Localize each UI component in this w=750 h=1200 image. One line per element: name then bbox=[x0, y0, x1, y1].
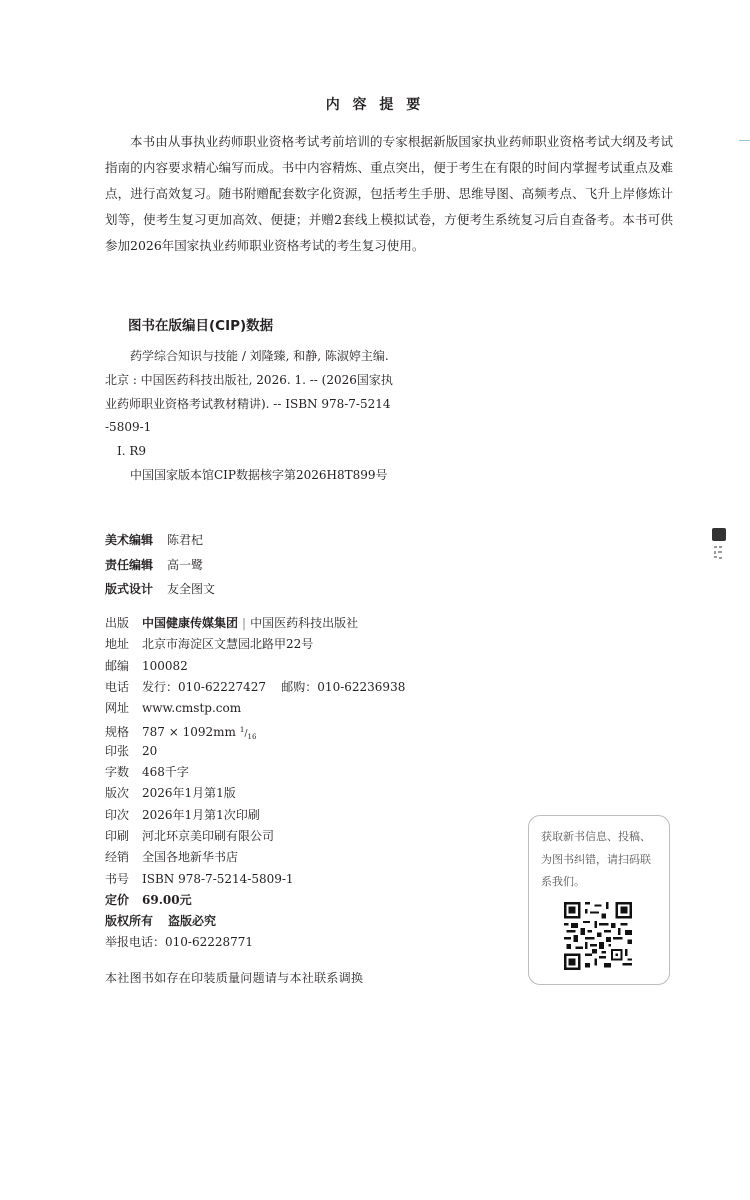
summary-title: 内 容 提 要 bbox=[325, 97, 425, 113]
info-value: 北京市海淀区文慧园北路甲22号 bbox=[142, 637, 314, 652]
postcode-row bbox=[105, 656, 405, 677]
report-row bbox=[105, 932, 405, 953]
staff-name: 高一鹭 bbox=[167, 557, 204, 572]
rights-label: 版权所有 bbox=[105, 914, 154, 929]
publisher-name: 中国医药科技出版社 bbox=[250, 616, 359, 630]
price-value: 69.00元 bbox=[142, 892, 192, 907]
info-label: 印刷 bbox=[105, 828, 130, 843]
impression-row bbox=[105, 805, 405, 826]
edge-mark bbox=[739, 140, 750, 141]
info-value: 2026年1月第1版 bbox=[142, 786, 236, 801]
staff-row bbox=[105, 528, 215, 553]
format-value: 787 × 1092mm bbox=[142, 725, 236, 740]
info-value: 468千字 bbox=[142, 765, 189, 780]
fraction-numerator: 1 bbox=[239, 725, 245, 735]
distributor-row bbox=[105, 847, 405, 868]
info-label: 字数 bbox=[105, 765, 130, 780]
info-value: 20 bbox=[142, 743, 158, 758]
publisher-separator: | bbox=[242, 616, 247, 630]
website-link[interactable]: www.cmstp.com bbox=[142, 701, 242, 716]
cip-line: 业药师职业资格考试教材精讲). -- ISBN 978-7-5214 bbox=[105, 396, 391, 411]
side-logo-icon bbox=[712, 528, 726, 541]
cip-title: 图书在版编目(CIP)数据 bbox=[128, 318, 274, 334]
cip-line: 药学综合知识与技能 / 刘隆臻, 和静, 陈淑婷主编. bbox=[130, 349, 389, 363]
word-count-row bbox=[105, 762, 405, 783]
qr-contact-box bbox=[528, 815, 670, 985]
qr-caption: 获取新书信息、投稿、为图书纠错，请扫码联系我们。 bbox=[541, 830, 651, 888]
sheets-row bbox=[105, 741, 405, 762]
cip-line: Ⅰ. R9 bbox=[117, 444, 147, 459]
info-label: 规格 bbox=[105, 725, 130, 740]
price-row bbox=[105, 890, 405, 911]
address-row bbox=[105, 634, 405, 655]
publisher-group: 中国健康传媒集团 bbox=[142, 616, 239, 630]
info-label: 邮编 bbox=[105, 658, 130, 673]
info-label: 经销 bbox=[105, 850, 130, 865]
info-value: 全国各地新华书店 bbox=[142, 850, 239, 865]
staff-name: 陈君杞 bbox=[167, 533, 204, 547]
publication-info bbox=[105, 613, 405, 954]
info-label: 书号 bbox=[105, 871, 130, 886]
staff-list bbox=[105, 528, 215, 602]
side-pattern-icon bbox=[713, 545, 727, 563]
staff-role: 版式设计 bbox=[105, 582, 154, 596]
cip-line: 北京 : 中国医药科技出版社, 2026. 1. -- (2026国家执 bbox=[105, 372, 393, 387]
info-value: 100082 bbox=[142, 658, 188, 673]
staff-role: 美术编辑 bbox=[105, 533, 154, 547]
qr-code-icon[interactable] bbox=[564, 901, 632, 971]
info-label: 电话 bbox=[105, 679, 130, 694]
rights-row bbox=[105, 911, 405, 932]
fraction-denominator: 16 bbox=[247, 733, 257, 742]
edition-row bbox=[105, 783, 405, 804]
report-phone: 010-62228771 bbox=[165, 935, 254, 950]
staff-row bbox=[105, 577, 215, 602]
staff-row bbox=[105, 553, 215, 578]
price-label: 定价 bbox=[105, 892, 130, 907]
info-label: 印张 bbox=[105, 743, 130, 758]
info-value: ISBN 978-7-5214-5809-1 bbox=[142, 871, 294, 886]
info-value: 发行：010-62227427 邮购：010-62236938 bbox=[142, 679, 406, 694]
report-label: 举报电话： bbox=[105, 935, 166, 950]
staff-role: 责任编辑 bbox=[105, 557, 154, 572]
website-row bbox=[105, 698, 405, 719]
isbn-row bbox=[105, 869, 405, 890]
cip-block bbox=[105, 345, 405, 488]
info-label: 版次 bbox=[105, 786, 130, 801]
format-fraction: $^1/_{16}$ bbox=[239, 725, 257, 742]
rights-value: 盗版必究 bbox=[168, 914, 217, 929]
staff-name: 友全图文 bbox=[167, 582, 216, 596]
info-value: 河北环京美印刷有限公司 bbox=[142, 828, 275, 843]
info-label: 印次 bbox=[105, 807, 130, 822]
summary-body bbox=[105, 129, 673, 259]
printer-row bbox=[105, 826, 405, 847]
cip-line: -5809-1 bbox=[105, 420, 152, 435]
quality-notice: 本社图书如存在印装质量问题请与本社联系调换 bbox=[105, 971, 364, 985]
summary-paragraph: 本书由从事执业药师职业资格考试考前培训的专家根据新版国家执业药师职业资格考试大纲及考试指南的内容要求精心编写而成。书中内容精炼、重点突出，便于考生在有限的时间内掌握考试重点及难点，进行高效复习。随书附赠配套数字化资源，包括考生手册、思维导图、高频考点、飞升上岸修炼计划等，使考生复习更加高效、便捷；并赠2套线上模拟试卷，方便考生系统复习后自查备考。本书可供参加2026年国家执业药师职业资格考试的考生复习使用。 bbox=[105, 134, 673, 253]
phone-row bbox=[105, 677, 405, 698]
info-label: 地址 bbox=[105, 637, 130, 652]
format-row bbox=[105, 719, 405, 740]
publisher-row bbox=[105, 613, 405, 634]
publisher-label: 出版 bbox=[105, 616, 130, 630]
cip-line: 中国国家版本馆CIP数据核字第2026H8T899号 bbox=[130, 467, 388, 482]
info-label: 网址 bbox=[105, 701, 130, 716]
info-value: 2026年1月第1次印刷 bbox=[142, 807, 260, 822]
